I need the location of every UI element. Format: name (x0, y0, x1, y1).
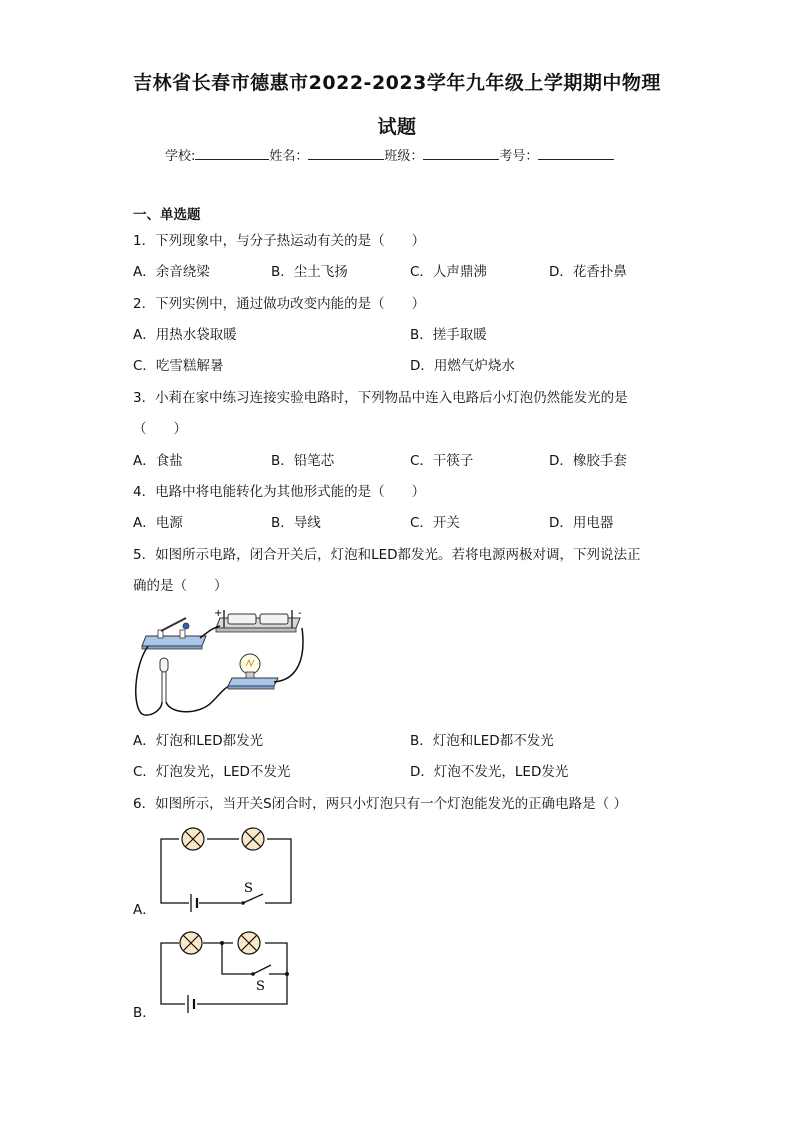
q5-option-a[interactable]: A．灯泡和LED都发光 (133, 733, 264, 749)
q6-circuit-a (155, 822, 300, 914)
q1-option-d[interactable]: D．花香扑鼻 (549, 264, 627, 280)
exam-no-label: 考号： (499, 149, 539, 164)
q3-option-a[interactable]: A．食盐 (133, 453, 183, 469)
class-label: 班级： (384, 149, 424, 164)
question-1-stem: 1．下列现象中，与分子热运动有关的是（ ） (133, 233, 426, 249)
q4-option-a[interactable]: A．电源 (133, 515, 183, 531)
q1-option-a[interactable]: A．余音绕梁 (133, 264, 210, 280)
battery-cell-icon (260, 614, 288, 624)
q2-option-c[interactable]: C．吃雪糕解暑 (133, 358, 224, 374)
switch-knob-icon (183, 623, 189, 629)
q3-option-b[interactable]: B．铅笔芯 (271, 453, 335, 469)
name-label: 姓名： (269, 149, 309, 164)
school-label: 学校: (165, 149, 196, 164)
q1-option-b[interactable]: B．尘土飞扬 (271, 264, 348, 280)
led-icon (160, 658, 168, 672)
page-title-line2: 试题 (377, 116, 417, 138)
switch-icon (253, 965, 271, 974)
battery-plus-label: + (214, 608, 223, 619)
q1-option-c[interactable]: C．人声鼎沸 (410, 264, 487, 280)
exam-no-blank[interactable] (538, 145, 614, 160)
question-2-stem: 2．下列实例中，通过做功改变内能的是（ ） (133, 296, 426, 312)
q6-circuit-b (155, 928, 300, 1018)
q2-option-d[interactable]: D．用燃气炉烧水 (410, 358, 515, 374)
q4-option-d[interactable]: D．用电器 (549, 515, 614, 531)
q2-option-b[interactable]: B．搓手取暖 (410, 327, 487, 343)
section-title: 一、单选题 (133, 207, 201, 223)
question-3-stem: 3．小莉在家中练习连接实验电路时，下列物品中连入电路后小灯泡仍然能发光的是 (133, 390, 628, 406)
question-4-stem: 4．电路中将电能转化为其他形式能的是（ ） (133, 484, 426, 500)
page-title-line1: 吉林省长春市德惠市2022-2023学年九年级上学期期中物理 (133, 72, 661, 94)
name-blank[interactable] (308, 145, 384, 160)
q6-option-b[interactable]: B． (133, 1005, 156, 1021)
battery-cell-icon (228, 614, 256, 624)
class-blank[interactable] (423, 145, 499, 160)
q4-option-b[interactable]: B．导线 (271, 515, 321, 531)
q5-option-b[interactable]: B．灯泡和LED都不发光 (410, 733, 554, 749)
battery-minus-label: - (298, 608, 302, 619)
question-3-stem-cont: （ ） (133, 421, 187, 437)
q5-option-d[interactable]: D．灯泡不发光，LED发光 (410, 764, 569, 780)
q6-option-a[interactable]: A． (133, 902, 156, 918)
switch-s-label: S (256, 979, 265, 994)
q5-option-c[interactable]: C．灯泡发光，LED不发光 (133, 764, 291, 780)
q3-option-c[interactable]: C．干筷子 (410, 453, 474, 469)
q3-option-d[interactable]: D．橡胶手套 (549, 453, 627, 469)
question-5-stem-cont: 确的是（ ） (133, 578, 228, 594)
school-blank[interactable] (195, 145, 269, 160)
question-6-stem: 6．如图所示，当开关S闭合时，两只小灯泡只有一个灯泡能发光的正确电路是（ ） (133, 796, 627, 812)
q4-option-c[interactable]: C．开关 (410, 515, 460, 531)
q5-circuit-figure (128, 606, 313, 721)
question-5-stem: 5．如图所示电路，闭合开关后，灯泡和LED都发光。若将电源两极对调，下列说法正 (133, 547, 641, 563)
switch-s-label: S (244, 881, 253, 896)
q2-option-a[interactable]: A．用热水袋取暖 (133, 327, 237, 343)
student-info-line (165, 145, 614, 164)
